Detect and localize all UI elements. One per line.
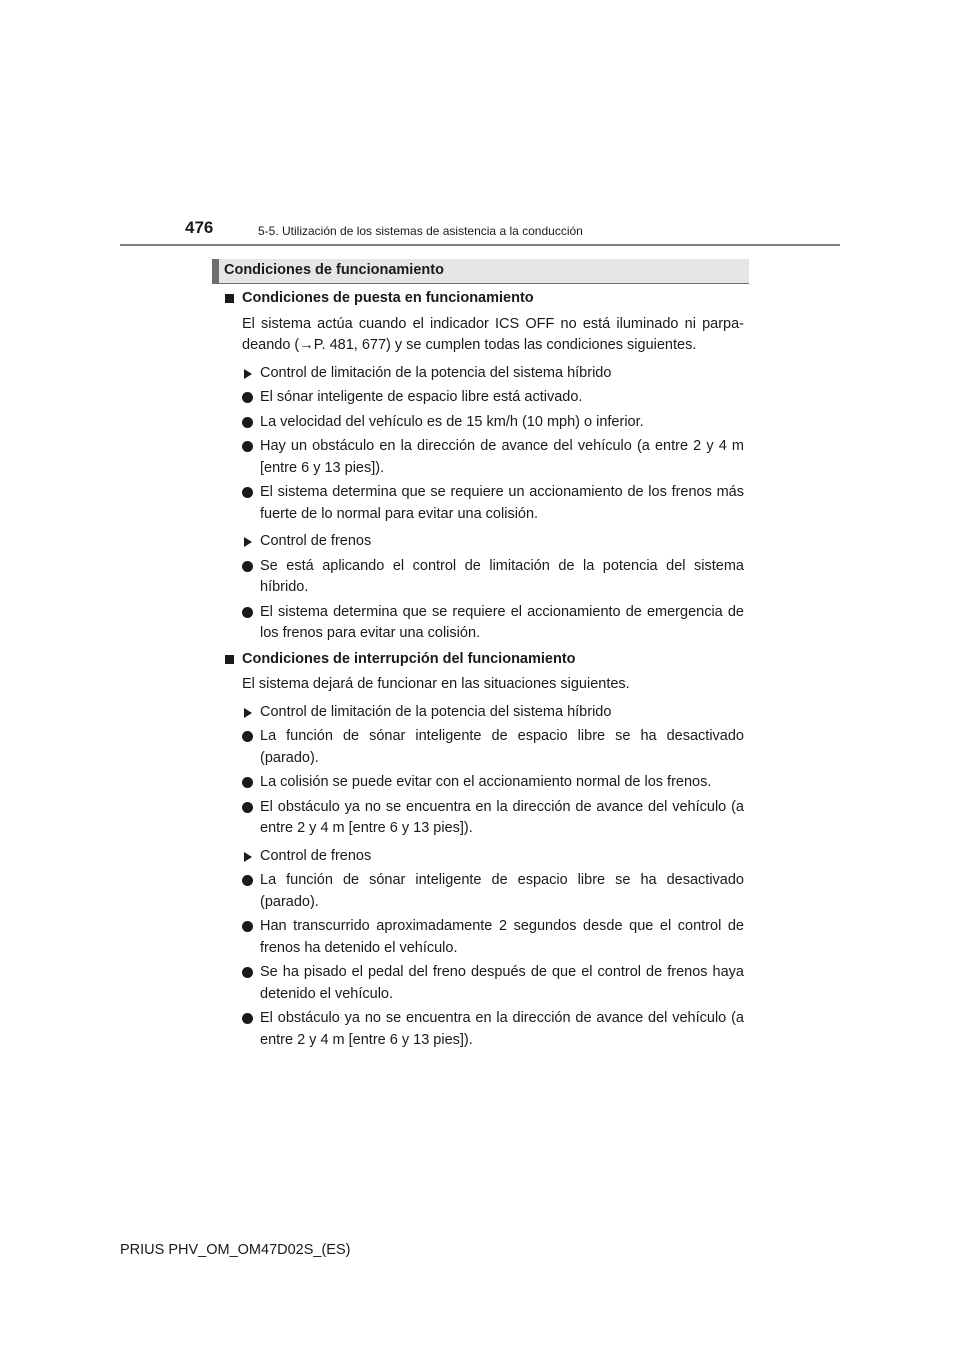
list-item-text: Se está aplicando el control de limitación de la potencia del sistema híbrido. bbox=[260, 557, 744, 595]
list-item-text: Hay un obstáculo en la dirección de avance del vehículo (a entre 2 y 4 m [entre 6 y 13 pies]). bbox=[260, 438, 744, 476]
list-item bbox=[222, 482, 744, 525]
triangle-bullet-icon bbox=[244, 537, 252, 547]
square-bullet-icon bbox=[225, 655, 234, 664]
subsection-band bbox=[212, 259, 749, 284]
dot-bullet-icon bbox=[242, 802, 253, 813]
list-item bbox=[222, 726, 744, 769]
document-code-footer: PRIUS PHV_OM_OM47D02S_(ES) bbox=[120, 1242, 351, 1258]
list-item-text: El sistema determina que se requiere el accionamiento de emergencia de los frenos para evitar una colisión. bbox=[260, 603, 744, 641]
dot-bullet-icon bbox=[242, 967, 253, 978]
group-title bbox=[222, 846, 744, 868]
group-title-text: Control de limitación de la potencia del sistema híbrido bbox=[260, 703, 612, 720]
dot-bullet-icon bbox=[242, 441, 253, 452]
list-item-text: Han transcurrido aproximadamente 2 segundos desde que el control de frenos ha detenido el vehículo. bbox=[260, 918, 744, 956]
list-item bbox=[222, 436, 744, 479]
dot-bullet-icon bbox=[242, 417, 253, 428]
list-item-text: El sistema determina que se requiere un accionamiento de los frenos más fuerte de lo normal para evitar una colisión. bbox=[260, 484, 744, 522]
list-item-text: La colisión se puede evitar con el accionamiento normal de los frenos. bbox=[260, 774, 712, 790]
triangle-bullet-icon bbox=[244, 708, 252, 718]
list-item bbox=[222, 602, 744, 645]
header-rule bbox=[120, 244, 840, 246]
group-title bbox=[222, 531, 744, 553]
dot-bullet-icon bbox=[242, 731, 253, 742]
dot-bullet-icon bbox=[242, 607, 253, 618]
dot-bullet-icon bbox=[242, 777, 253, 788]
list-item bbox=[222, 1008, 744, 1051]
section-heading bbox=[222, 649, 744, 671]
section-intro: El sistema actúa cuando el indicador ICS OFF no está iluminado ni parpa- deando (→P. 481, 677) y se cumplen todas las condiciones siguientes. bbox=[242, 315, 744, 353]
dot-bullet-icon bbox=[242, 875, 253, 886]
list-item-text: La velocidad del vehículo es de 15 km/h (10 mph) o inferior. bbox=[260, 413, 644, 430]
list-item bbox=[222, 556, 744, 599]
list-item-text: Se ha pisado el pedal del freno después de que el control de frenos haya detenido el vehículo. bbox=[260, 964, 744, 1002]
band-accent-bar bbox=[212, 259, 219, 283]
list-item-text: La función de sónar inteligente de espacio libre se ha desactivado (parado). bbox=[260, 872, 744, 910]
dot-bullet-icon bbox=[242, 392, 253, 403]
section-title: 5-5. Utilización de los sistemas de asistencia a la conducción bbox=[258, 224, 583, 238]
list-item bbox=[222, 772, 744, 794]
dot-bullet-icon bbox=[242, 561, 253, 572]
triangle-bullet-icon bbox=[244, 369, 252, 379]
group-title-text: Control de limitación de la potencia del sistema híbrido bbox=[260, 364, 612, 381]
square-bullet-icon bbox=[225, 294, 234, 303]
list-item-text: El sónar inteligente de espacio libre está activado. bbox=[260, 389, 583, 405]
page-number: 476 bbox=[185, 218, 214, 237]
list-item bbox=[222, 916, 744, 959]
group-title-text: Control de frenos bbox=[260, 847, 372, 864]
group-title bbox=[222, 363, 744, 385]
list-item bbox=[222, 387, 744, 409]
list-item bbox=[222, 962, 744, 1005]
content bbox=[222, 288, 744, 1054]
list-item-text: La función de sónar inteligente de espacio libre se ha desactivado (parado). bbox=[260, 728, 744, 766]
dot-bullet-icon bbox=[242, 487, 253, 498]
dot-bullet-icon bbox=[242, 1013, 253, 1024]
section-heading bbox=[222, 288, 744, 310]
group-title-text: Control de frenos bbox=[260, 533, 372, 549]
list-item-text: El obstáculo ya no se encuentra en la dirección de avance del vehículo (a entre 2 y 4 m [entre 6 y 13 pies]). bbox=[260, 1010, 744, 1048]
list-item bbox=[222, 870, 744, 913]
triangle-bullet-icon bbox=[244, 852, 252, 862]
list-item bbox=[222, 797, 744, 840]
dot-bullet-icon bbox=[242, 921, 253, 932]
section-heading-text: Condiciones de puesta en funcionamiento bbox=[242, 290, 534, 306]
band-title: Condiciones de funcionamiento bbox=[224, 262, 444, 278]
section-intro: El sistema dejará de funcionar en las situaciones siguientes. bbox=[242, 676, 630, 692]
group-title bbox=[222, 702, 744, 724]
list-item-text: El obstáculo ya no se encuentra en la dirección de avance del vehículo (a entre 2 y 4 m [entre 6 y 13 pies]). bbox=[260, 798, 744, 836]
section-heading-text: Condiciones de interrupción del funcionamiento bbox=[242, 650, 576, 667]
list-item bbox=[222, 412, 744, 434]
